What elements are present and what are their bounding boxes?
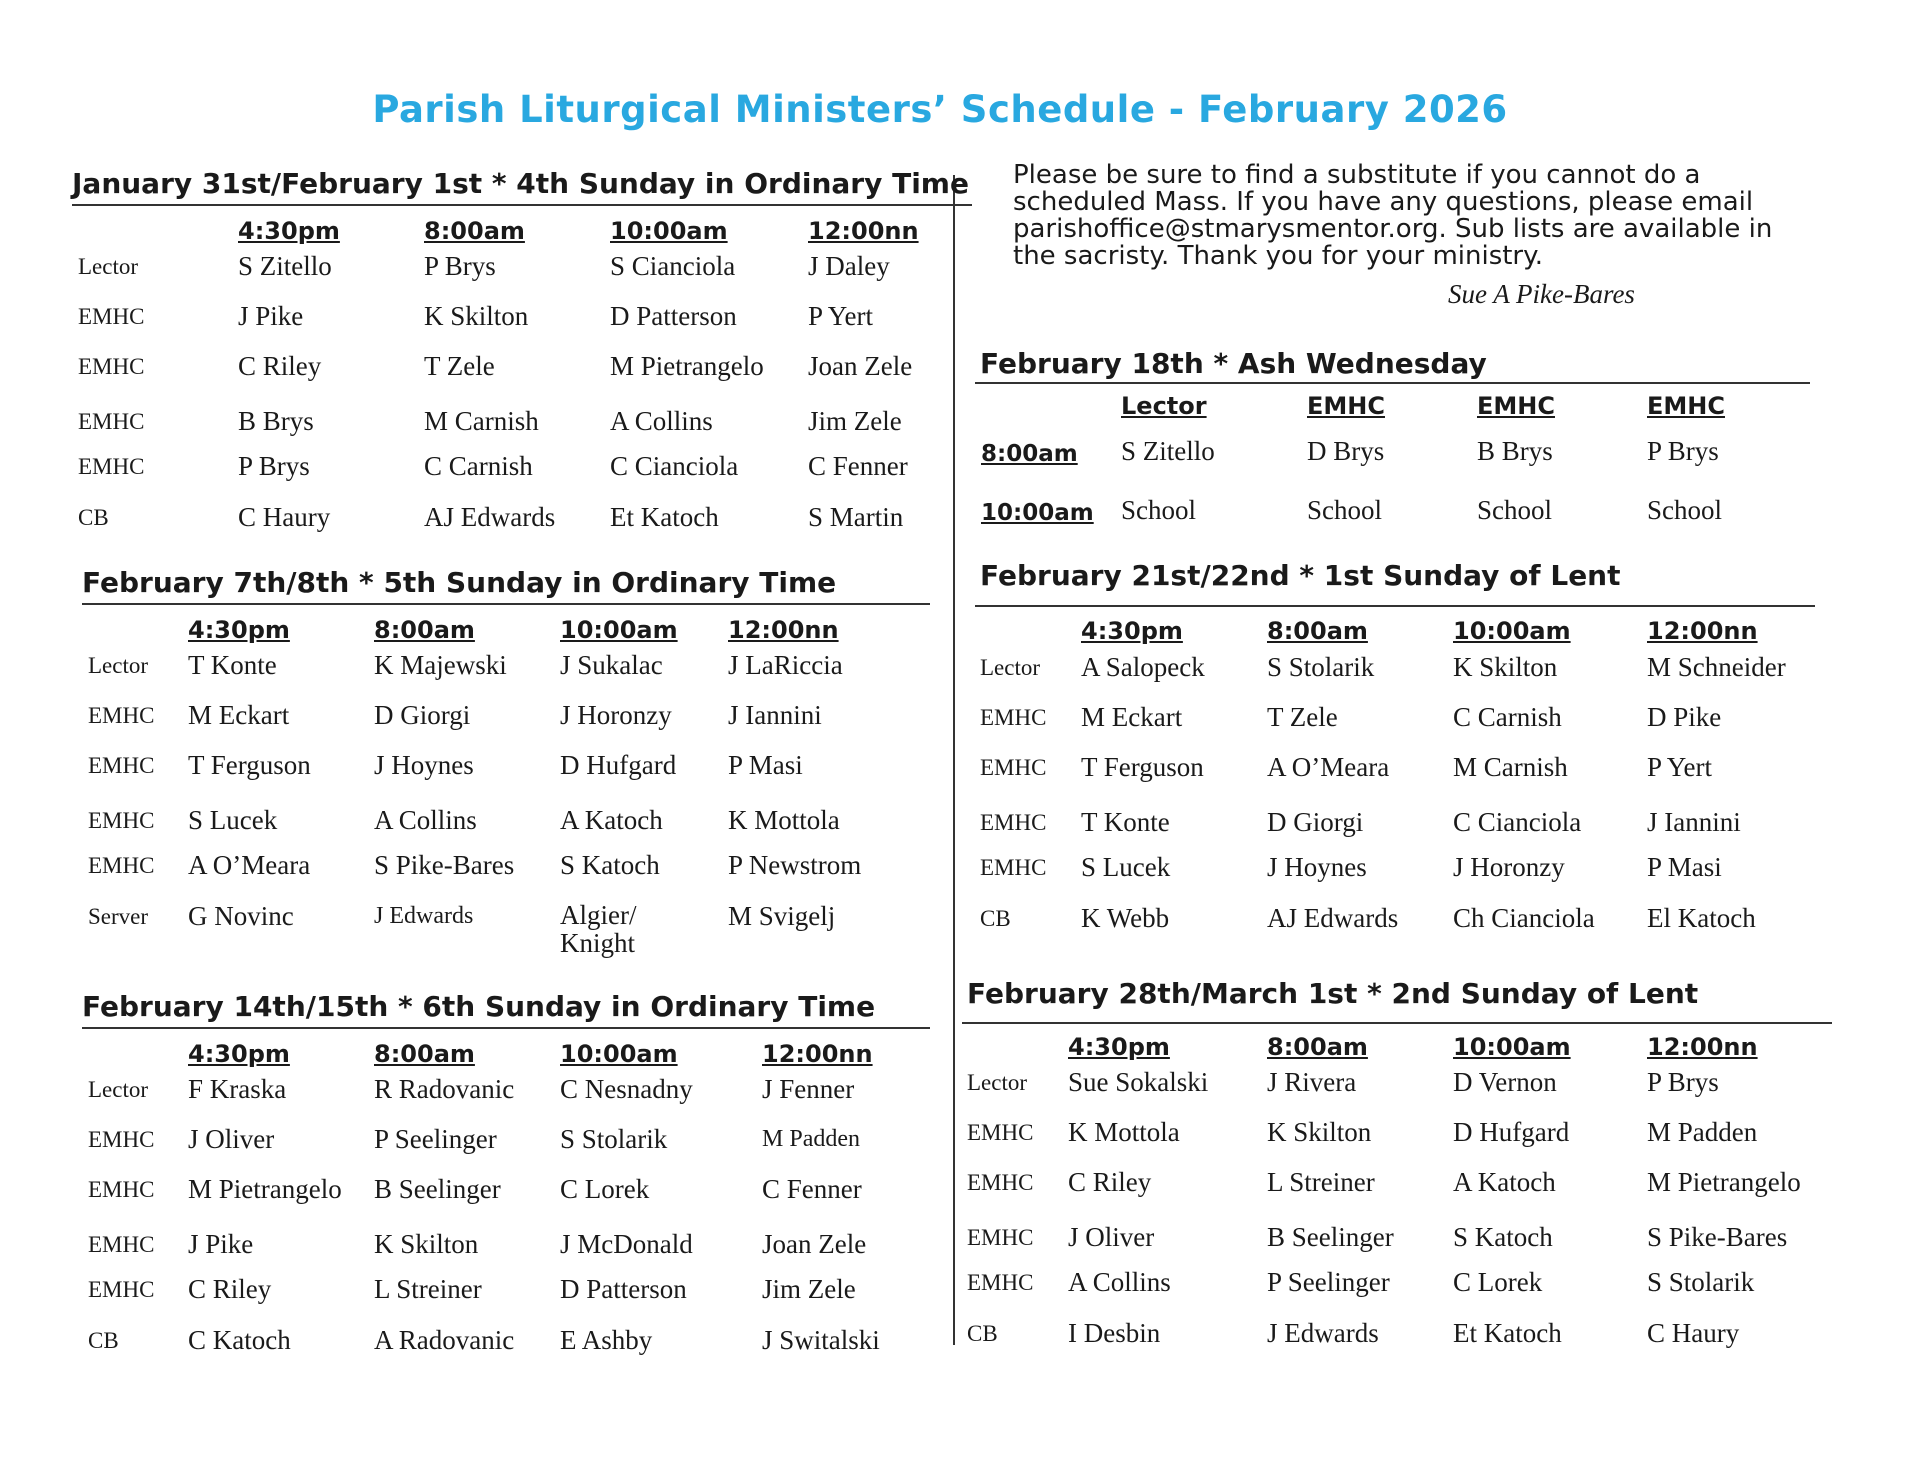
section-heading: February 21st/22nd * 1st Sunday of Lent bbox=[980, 559, 1621, 592]
minister-cell: C Haury bbox=[238, 502, 331, 532]
column-header: 8:00am bbox=[1267, 1033, 1368, 1061]
minister-cell: D Vernon bbox=[1453, 1067, 1557, 1097]
minister-cell: D Patterson bbox=[610, 301, 737, 331]
role-label: EMHC bbox=[967, 1170, 1034, 1195]
column-header: 4:30pm bbox=[188, 616, 290, 644]
minister-cell: J LaRiccia bbox=[728, 650, 843, 680]
minister-cell: J Oliver bbox=[188, 1124, 275, 1154]
role-label: CB bbox=[980, 906, 1011, 931]
minister-cell: R Radovanic bbox=[374, 1074, 515, 1104]
column-header: 8:00am bbox=[1267, 617, 1368, 645]
minister-cell: L Streiner bbox=[374, 1274, 482, 1304]
minister-cell: C Carnish bbox=[1453, 702, 1562, 732]
minister-cell: A Collins bbox=[374, 805, 477, 835]
minister-cell: C Riley bbox=[238, 351, 322, 381]
role-label: Lector bbox=[967, 1070, 1028, 1095]
minister-cell: C Fenner bbox=[808, 451, 908, 481]
column-header: 4:30pm bbox=[188, 1040, 290, 1068]
minister-cell: Joan Zele bbox=[808, 351, 913, 381]
section-rule bbox=[975, 605, 1815, 607]
minister-cell: C Cianciola bbox=[1453, 807, 1582, 837]
role-label: CB bbox=[78, 505, 109, 530]
minister-cell: M Svigelj bbox=[728, 901, 836, 931]
minister-cell: P Brys bbox=[1647, 1067, 1719, 1097]
minister-cell: C Haury bbox=[1647, 1318, 1740, 1348]
role-label: EMHC bbox=[980, 810, 1047, 835]
column-header: EMHC bbox=[1307, 392, 1385, 420]
minister-cell: A Radovanic bbox=[374, 1325, 515, 1355]
minister-cell: A Salopeck bbox=[1081, 652, 1205, 682]
role-label: EMHC bbox=[980, 855, 1047, 880]
minister-cell: A O’Meara bbox=[188, 850, 311, 880]
minister-cell: J Hoynes bbox=[1267, 852, 1367, 882]
minister-cell: S Stolarik bbox=[560, 1124, 668, 1154]
role-label: EMHC bbox=[78, 454, 145, 479]
role-label: EMHC bbox=[88, 1277, 155, 1302]
minister-cell: S Zitello bbox=[1121, 436, 1215, 466]
minister-cell: J Edwards bbox=[374, 903, 474, 929]
minister-cell: AJ Edwards bbox=[424, 502, 556, 532]
minister-cell: Et Katoch bbox=[610, 502, 719, 532]
minister-cell: D Giorgi bbox=[1267, 807, 1364, 837]
minister-cell: K Skilton bbox=[424, 301, 529, 331]
column-header: 8:00am bbox=[424, 217, 525, 245]
section-heading: February 7th/8th * 5th Sunday in Ordinary Time bbox=[82, 566, 837, 599]
minister-cell: G Novinc bbox=[188, 901, 294, 931]
column-header: 10:00am bbox=[560, 616, 678, 644]
section-heading: February 14th/15th * 6th Sunday in Ordinary Time bbox=[82, 990, 876, 1023]
minister-cell: I Desbin bbox=[1068, 1318, 1161, 1348]
minister-cell: K Skilton bbox=[1267, 1117, 1372, 1147]
column-header: 12:00nn bbox=[1647, 617, 1758, 645]
minister-cell: A Collins bbox=[610, 406, 713, 436]
minister-cell: P Brys bbox=[1647, 436, 1719, 466]
minister-cell: B Seelinger bbox=[374, 1174, 501, 1204]
minister-cell: C Carnish bbox=[424, 451, 533, 481]
minister-cell: S Pike-Bares bbox=[374, 850, 515, 880]
minister-cell: A O’Meara bbox=[1267, 752, 1390, 782]
page-title: Parish Liturgical Ministers’ Schedule - February 2026 bbox=[372, 88, 1508, 131]
minister-cell: C Riley bbox=[188, 1274, 272, 1304]
minister-cell: S Lucek bbox=[1081, 852, 1171, 882]
minister-cell: S Katoch bbox=[1453, 1222, 1553, 1252]
minister-cell: B Seelinger bbox=[1267, 1222, 1394, 1252]
section-rule bbox=[72, 204, 972, 206]
minister-cell: J Rivera bbox=[1267, 1067, 1357, 1097]
minister-cell: M Schneider bbox=[1647, 652, 1786, 682]
column-header: 4:30pm bbox=[1068, 1033, 1170, 1061]
column-header: 4:30pm bbox=[238, 217, 340, 245]
substitute-note: Please be sure to find a substitute if you cannot do a scheduled Mass. If you have any questions, please email parishoffice@stmarysmentor.org. Sub lists are available in the sacristy. Thank you for your ministry. bbox=[1013, 160, 1773, 271]
minister-cell: L Streiner bbox=[1267, 1167, 1375, 1197]
minister-cell: P Yert bbox=[808, 301, 874, 331]
minister-cell: D Hufgard bbox=[560, 750, 677, 780]
minister-cell: J Iannini bbox=[1647, 807, 1741, 837]
column-header: 8:00am bbox=[374, 616, 475, 644]
minister-cell: C Fenner bbox=[762, 1174, 862, 1204]
signature: Sue A Pike-Bares bbox=[1448, 279, 1635, 309]
minister-cell: F Kraska bbox=[188, 1074, 287, 1104]
role-label: EMHC bbox=[78, 354, 145, 379]
section-rule bbox=[975, 382, 1810, 384]
column-header: 12:00nn bbox=[1647, 1033, 1758, 1061]
column-header: 12:00nn bbox=[762, 1040, 873, 1068]
role-label: EMHC bbox=[88, 853, 155, 878]
role-label: EMHC bbox=[980, 755, 1047, 780]
minister-cell: S Pike-Bares bbox=[1647, 1222, 1788, 1252]
minister-cell: C Nesnadny bbox=[560, 1074, 693, 1104]
role-label: EMHC bbox=[88, 1232, 155, 1257]
role-label: EMHC bbox=[980, 705, 1047, 730]
role-label: Lector bbox=[88, 653, 149, 678]
section-rule bbox=[82, 1027, 930, 1029]
minister-cell: C Riley bbox=[1068, 1167, 1152, 1197]
minister-cell: J Daley bbox=[808, 251, 890, 281]
minister-cell: Jim Zele bbox=[762, 1274, 856, 1304]
minister-cell: School bbox=[1307, 495, 1383, 525]
mass-time-label: 10:00am bbox=[981, 500, 1094, 526]
minister-cell: E Ashby bbox=[560, 1325, 653, 1355]
role-label: Lector bbox=[88, 1077, 149, 1102]
minister-cell: Sue Sokalski bbox=[1068, 1067, 1209, 1097]
minister-cell: School bbox=[1477, 495, 1553, 525]
column-header: 10:00am bbox=[1453, 1033, 1571, 1061]
mass-time-label: 8:00am bbox=[981, 441, 1078, 467]
minister-cell: M Carnish bbox=[1453, 752, 1568, 782]
minister-cell: J Fenner bbox=[762, 1074, 855, 1104]
column-header: Lector bbox=[1121, 392, 1207, 420]
minister-cell: C Lorek bbox=[1453, 1267, 1543, 1297]
role-label: EMHC bbox=[78, 409, 145, 434]
column-header: 10:00am bbox=[610, 217, 728, 245]
minister-cell: T Ferguson bbox=[188, 750, 311, 780]
minister-cell: C Katoch bbox=[188, 1325, 291, 1355]
minister-cell: D Giorgi bbox=[374, 700, 471, 730]
minister-cell: Et Katoch bbox=[1453, 1318, 1562, 1348]
minister-cell: T Konte bbox=[188, 650, 277, 680]
role-label: Lector bbox=[980, 655, 1041, 680]
minister-cell: D Hufgard bbox=[1453, 1117, 1570, 1147]
minister-cell: S Stolarik bbox=[1647, 1267, 1755, 1297]
minister-cell: J McDonald bbox=[560, 1229, 693, 1259]
minister-cell: D Pike bbox=[1647, 702, 1722, 732]
minister-cell: D Patterson bbox=[560, 1274, 687, 1304]
minister-cell: Ch Cianciola bbox=[1453, 903, 1595, 933]
minister-cell: J Pike bbox=[238, 301, 304, 331]
column-header: 12:00nn bbox=[728, 616, 839, 644]
minister-cell: J Oliver bbox=[1068, 1222, 1155, 1252]
minister-cell: El Katoch bbox=[1647, 903, 1756, 933]
role-label: EMHC bbox=[88, 753, 155, 778]
minister-cell: S Katoch bbox=[560, 850, 660, 880]
minister-cell: J Edwards bbox=[1267, 1318, 1379, 1348]
role-label: EMHC bbox=[88, 1177, 155, 1202]
minister-cell: P Brys bbox=[238, 451, 310, 481]
role-label: EMHC bbox=[967, 1120, 1034, 1145]
minister-cell: P Seelinger bbox=[374, 1124, 497, 1154]
minister-cell: M Pietrangelo bbox=[188, 1174, 342, 1204]
role-label: EMHC bbox=[88, 1127, 155, 1152]
section-rule bbox=[82, 603, 930, 605]
minister-cell: M Padden bbox=[1647, 1117, 1758, 1147]
minister-cell: D Brys bbox=[1307, 436, 1385, 466]
minister-cell: A Katoch bbox=[560, 805, 663, 835]
minister-cell: Joan Zele bbox=[762, 1229, 867, 1259]
minister-cell: T Konte bbox=[1081, 807, 1170, 837]
section-heading: January 31st/February 1st * 4th Sunday in Ordinary Time bbox=[72, 167, 969, 200]
column-header: EMHC bbox=[1477, 392, 1555, 420]
minister-cell: M Eckart bbox=[188, 700, 290, 730]
minister-cell: School bbox=[1647, 495, 1723, 525]
minister-cell: Algier/ Knight bbox=[560, 900, 637, 958]
minister-cell: J Iannini bbox=[728, 700, 822, 730]
column-header: 10:00am bbox=[560, 1040, 678, 1068]
column-divider bbox=[953, 175, 955, 1345]
minister-cell: K Mottola bbox=[1068, 1117, 1180, 1147]
minister-cell: T Zele bbox=[1267, 702, 1338, 732]
minister-cell: P Newstrom bbox=[728, 850, 862, 880]
minister-cell: J Horonzy bbox=[560, 700, 672, 730]
minister-cell: S Cianciola bbox=[610, 251, 736, 281]
role-label: EMHC bbox=[88, 703, 155, 728]
minister-cell: J Horonzy bbox=[1453, 852, 1565, 882]
minister-cell: AJ Edwards bbox=[1267, 903, 1399, 933]
minister-cell: M Pietrangelo bbox=[610, 351, 764, 381]
role-label: EMHC bbox=[88, 808, 155, 833]
minister-cell: Jim Zele bbox=[808, 406, 902, 436]
column-header: 4:30pm bbox=[1081, 617, 1183, 645]
role-label: Server bbox=[88, 904, 149, 929]
minister-cell: J Switalski bbox=[762, 1325, 880, 1355]
minister-cell: A Collins bbox=[1068, 1267, 1171, 1297]
section-rule bbox=[962, 1022, 1832, 1024]
minister-cell: P Seelinger bbox=[1267, 1267, 1390, 1297]
minister-cell: S Lucek bbox=[188, 805, 278, 835]
minister-cell: C Cianciola bbox=[610, 451, 739, 481]
column-header: 8:00am bbox=[374, 1040, 475, 1068]
role-label: EMHC bbox=[967, 1270, 1034, 1295]
minister-cell: B Brys bbox=[238, 406, 314, 436]
minister-cell: K Skilton bbox=[1453, 652, 1558, 682]
minister-cell: S Martin bbox=[808, 502, 904, 532]
minister-cell: K Skilton bbox=[374, 1229, 479, 1259]
role-label: CB bbox=[88, 1328, 119, 1353]
minister-cell: T Ferguson bbox=[1081, 752, 1204, 782]
minister-cell: B Brys bbox=[1477, 436, 1553, 466]
column-header: EMHC bbox=[1647, 392, 1725, 420]
minister-cell: School bbox=[1121, 495, 1197, 525]
minister-cell: M Eckart bbox=[1081, 702, 1183, 732]
role-label: Lector bbox=[78, 254, 139, 279]
minister-cell: M Padden bbox=[762, 1126, 860, 1152]
section-heading: February 18th * Ash Wednesday bbox=[980, 347, 1487, 380]
minister-cell: M Pietrangelo bbox=[1647, 1167, 1801, 1197]
minister-cell: P Masi bbox=[1647, 852, 1722, 882]
minister-cell: K Majewski bbox=[374, 650, 507, 680]
minister-cell: P Brys bbox=[424, 251, 496, 281]
column-header: 10:00am bbox=[1453, 617, 1571, 645]
role-label: EMHC bbox=[967, 1225, 1034, 1250]
minister-cell: S Zitello bbox=[238, 251, 332, 281]
minister-cell: J Hoynes bbox=[374, 750, 474, 780]
column-header: 12:00nn bbox=[808, 217, 919, 245]
minister-cell: M Carnish bbox=[424, 406, 539, 436]
role-label: EMHC bbox=[78, 304, 145, 329]
section-heading: February 28th/March 1st * 2nd Sunday of Lent bbox=[967, 977, 1699, 1010]
minister-cell: K Webb bbox=[1081, 903, 1170, 933]
minister-cell: K Mottola bbox=[728, 805, 840, 835]
minister-cell: A Katoch bbox=[1453, 1167, 1556, 1197]
minister-cell: J Pike bbox=[188, 1229, 254, 1259]
minister-cell: P Yert bbox=[1647, 752, 1713, 782]
minister-cell: T Zele bbox=[424, 351, 495, 381]
role-label: CB bbox=[967, 1321, 998, 1346]
minister-cell: C Lorek bbox=[560, 1174, 650, 1204]
minister-cell: S Stolarik bbox=[1267, 652, 1375, 682]
minister-cell: J Sukalac bbox=[560, 650, 663, 680]
minister-cell: P Masi bbox=[728, 750, 803, 780]
